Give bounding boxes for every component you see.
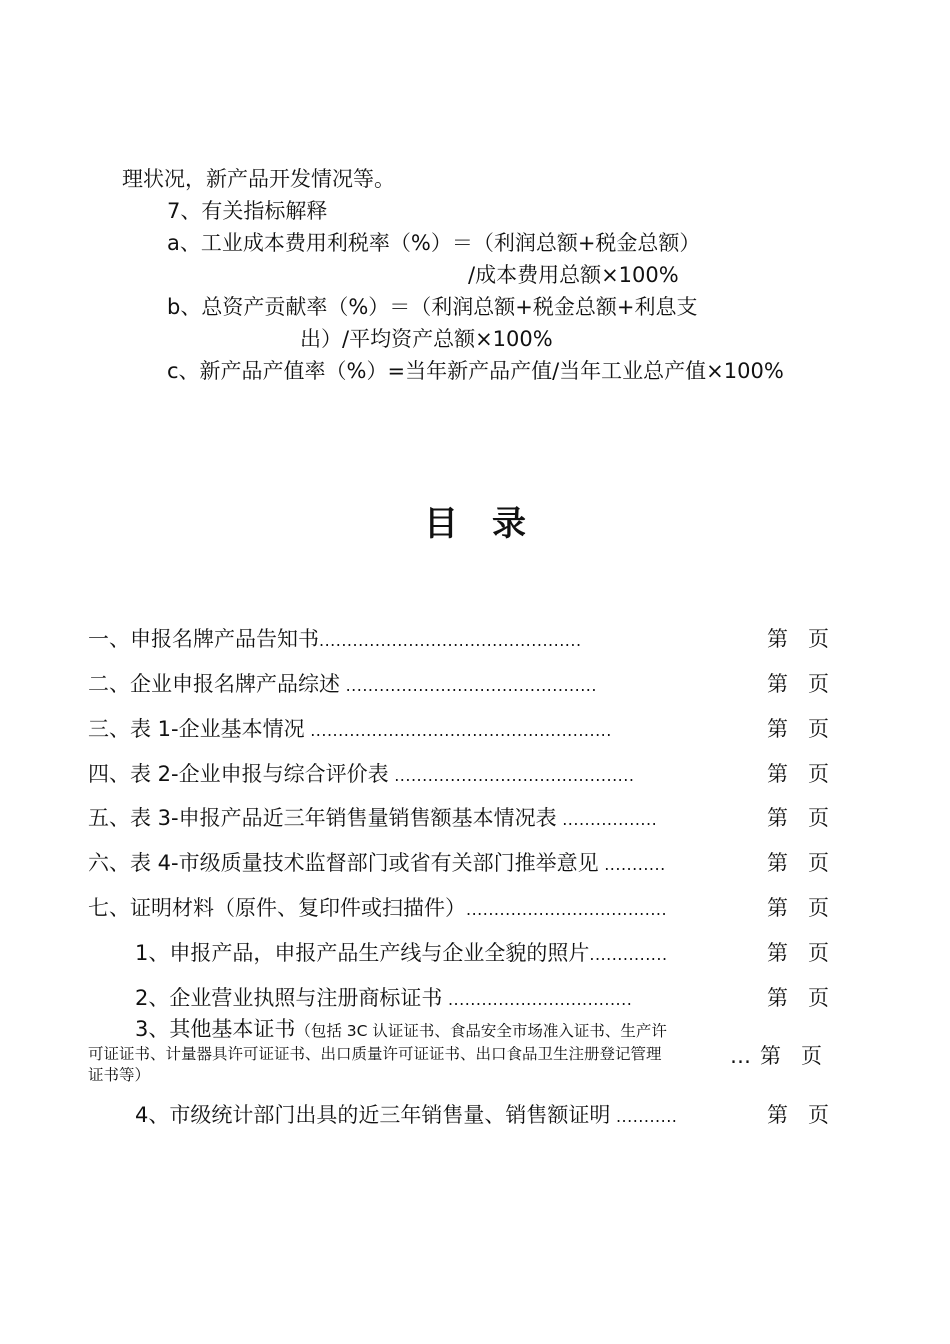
- toc-item-label: 2、企业营业执照与注册商标证书: [135, 986, 443, 1010]
- toc-leader-dots: ....................................: [466, 900, 668, 919]
- page-label-ye: 页: [808, 717, 829, 741]
- toc-item-label: 1、申报产品，申报产品生产线与企业全貌的照片: [135, 941, 590, 965]
- page-label-ye: 页: [808, 851, 829, 875]
- page-label-di: 第: [767, 717, 788, 741]
- intro-formula-a: a、工业成本费用利税率（%）＝（利润总额+税金总额）: [167, 231, 701, 255]
- page-label-ye: 页: [808, 941, 829, 965]
- toc-leader-dots: .................: [556, 810, 658, 829]
- page-label-ye: 页: [808, 896, 829, 920]
- page-label-ye: 页: [808, 672, 829, 696]
- page-label-di: 第: [767, 986, 788, 1010]
- toc-item-label: 五、表 3-申报产品近三年销售量销售额基本情况表: [88, 806, 557, 830]
- toc-title: 目 录: [424, 504, 526, 544]
- page-label-ye: 页: [808, 1103, 829, 1127]
- page-label-ye: 页: [808, 806, 829, 830]
- toc-item-label: 二、企业申报名牌产品综述: [88, 672, 340, 696]
- toc-row: [135, 983, 833, 1013]
- toc-row: [135, 1100, 833, 1130]
- page-label-di: 第: [767, 672, 788, 696]
- page-label-di: 第: [767, 896, 788, 920]
- page-label-di: 第: [767, 806, 788, 830]
- page-label-di: 第: [760, 1044, 781, 1068]
- toc-row: [88, 759, 833, 789]
- toc-row: [88, 803, 833, 833]
- toc-leader-dots: ..............: [589, 945, 668, 964]
- toc-row: [88, 714, 833, 744]
- toc-row: [135, 938, 833, 968]
- toc-leader-dots: ...........: [598, 855, 666, 874]
- page-label-di: 第: [767, 627, 788, 651]
- toc-item-other-certificates: [135, 1016, 667, 1042]
- intro-formula-b: b、总资产贡献率（%）＝（利润总额+税金总额+利息支: [167, 295, 698, 319]
- toc-item-label: 三、表 1-企业基本情况: [88, 717, 305, 741]
- toc-item-label: 一、申报名牌产品告知书: [88, 627, 319, 651]
- toc-item-label: 3、其他基本证书: [135, 1017, 296, 1041]
- page-label-ye: 页: [801, 1044, 822, 1068]
- intro-formula-a-cont: /成本费用总额×100%: [468, 263, 679, 287]
- toc-item-note-line2: 可证证书、计量器具许可证证书、出口质量许可证证书、出口食品卫生注册登记管理: [88, 1045, 662, 1063]
- intro-formula-b-cont: 出）/平均资产总额×100%: [300, 327, 553, 351]
- page-label-di: 第: [767, 941, 788, 965]
- toc-row: [88, 848, 833, 878]
- toc-page-ref: [760, 1041, 829, 1071]
- toc-row: [88, 624, 833, 654]
- page-label-di: 第: [767, 1103, 788, 1127]
- page-label-ye: 页: [808, 986, 829, 1010]
- toc-item-label: 四、表 2-企业申报与综合评价表: [88, 762, 389, 786]
- toc-row: [88, 669, 833, 699]
- page-label-di: 第: [767, 762, 788, 786]
- toc-leader-dots: .................................: [442, 990, 633, 1009]
- toc-item-note: （包括 3C 认证证书、食品安全市场准入证书、生产许: [295, 1022, 667, 1040]
- toc-item-label: 七、证明材料（原件、复印件或扫描件）: [88, 896, 466, 920]
- intro-formula-c: c、新产品产值率（%）=当年新产品产值/当年工业总产值×100%: [167, 359, 784, 383]
- toc-leader-dots: ......................................................: [304, 721, 612, 740]
- toc-item-label: 六、表 4-市级质量技术监督部门或省有关部门推举意见: [88, 851, 599, 875]
- toc-row: [88, 893, 833, 923]
- toc-leader-dots: …: [730, 1044, 751, 1068]
- intro-line-2: 7、有关指标解释: [167, 199, 328, 223]
- toc-leader-dots: ...............................................: [319, 631, 582, 650]
- page-label-ye: 页: [808, 762, 829, 786]
- toc-item-label: 4、市级统计部门出具的近三年销售量、销售额证明: [135, 1103, 611, 1127]
- page-label-di: 第: [767, 851, 788, 875]
- toc-item-note-line3: 证书等）: [88, 1066, 151, 1084]
- page-label-ye: 页: [808, 627, 829, 651]
- toc-leader-dots: ...........: [610, 1107, 678, 1126]
- intro-line-1: 理状况，新产品开发情况等。: [122, 167, 395, 191]
- toc-leader-dots: ...........................................: [388, 766, 635, 785]
- toc-leader-dots: .............................................: [340, 676, 597, 695]
